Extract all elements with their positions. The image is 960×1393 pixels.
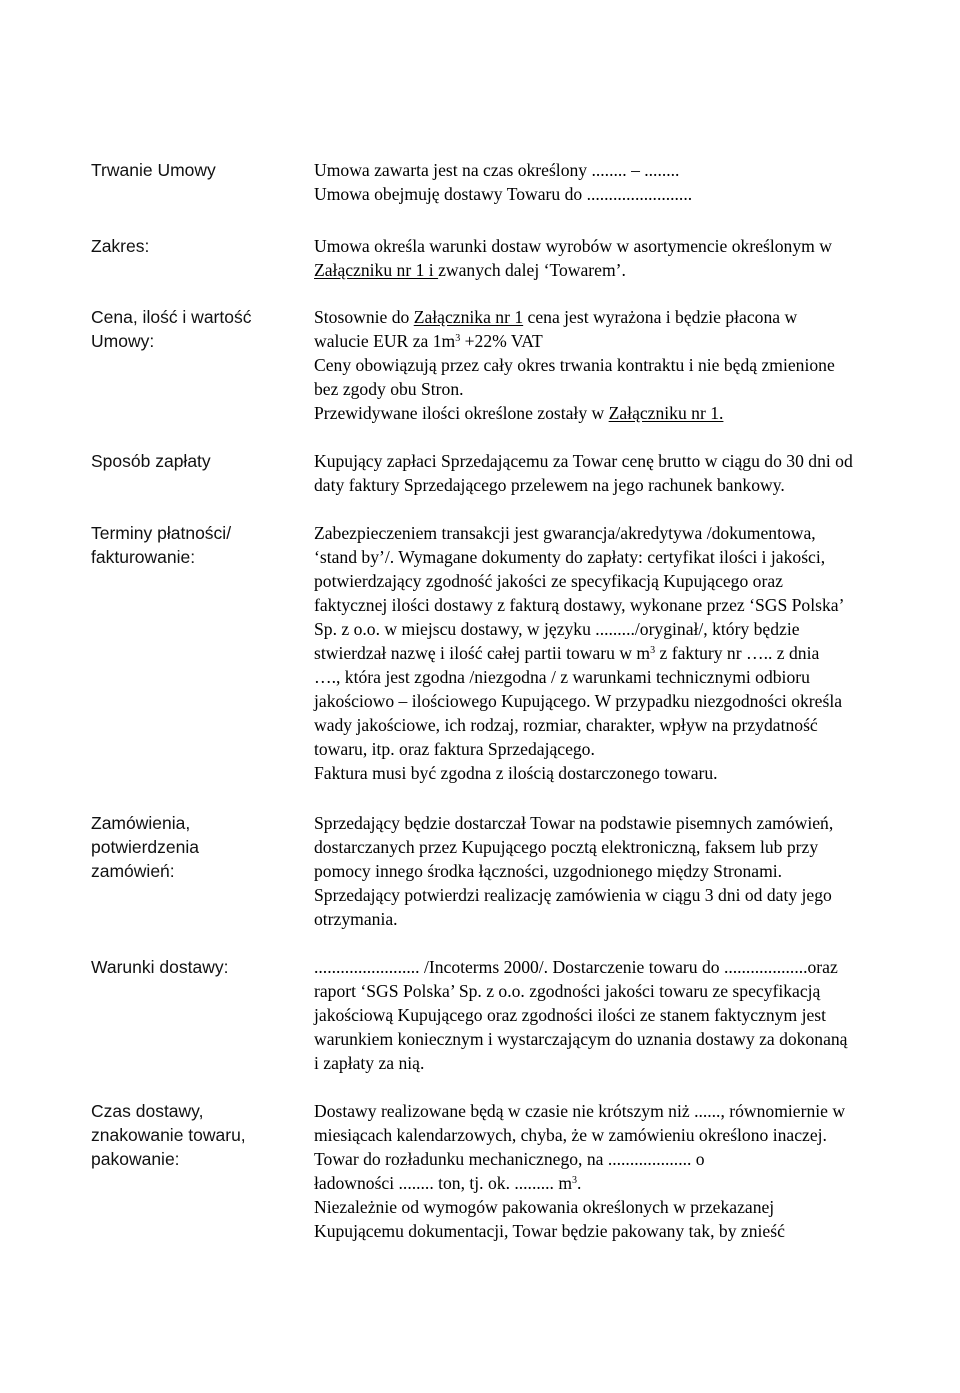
- text-line: warunkiem koniecznym i wystarczającym do uznania dostawy za dokonaną: [314, 1029, 848, 1049]
- label-line: Czas dostawy,: [91, 1101, 204, 1121]
- text-line: Dostawy realizowane będą w czasie nie krótszym niż ......, równomiernie w: [314, 1101, 846, 1121]
- text-line: potwierdzający zgodność jakości ze specyfikacją Kupującego oraz: [314, 571, 783, 591]
- text-span: Stosownie do: [314, 307, 414, 327]
- section-label: [91, 158, 301, 182]
- text-line: Kupującemu dokumentacji, Towar będzie pakowany tak, by znieść: [314, 1221, 785, 1241]
- text-line: raport ‘SGS Polska’ Sp. z o.o. zgodności jakości towaru ze specyfikacją: [314, 981, 821, 1001]
- text-span: walucie EUR za 1m: [314, 331, 456, 351]
- text-span: ładowności ........ ton, tj. ok. ......... m: [314, 1173, 573, 1193]
- section-text: [314, 955, 960, 1075]
- text-span: cena jest wyrażona i będzie płacona w: [523, 307, 798, 327]
- text-line: towaru, itp. oraz faktura Sprzedającego.: [314, 739, 595, 759]
- label-line: znakowanie towaru,: [91, 1125, 246, 1145]
- text-line: Sprzedający będzie dostarczał Towar na podstawie pisemnych zamówień,: [314, 813, 834, 833]
- label-line: fakturowanie:: [91, 547, 196, 567]
- text-line: Umowa zawarta jest na czas określony ........ – ........: [314, 160, 680, 180]
- text-span: .: [577, 1173, 582, 1193]
- underlined-reference: Załączniku nr 1 i: [314, 260, 439, 280]
- text-line: dostarczanych przez Kupującego pocztą elektroniczną, faksem lub przy: [314, 837, 819, 857]
- text-line: [314, 305, 960, 329]
- text-line: Niezależnie od wymogów pakowania określonych w przekazanej: [314, 1197, 775, 1217]
- text-line: Zabezpieczeniem transakcji jest gwarancja/akredytywa /dokumentowa,: [314, 523, 816, 543]
- text-line: wady jakościowe, ich rodzaj, rozmiar, charakter, wpływ na przydatność: [314, 715, 818, 735]
- text-line: jakościowo – ilościowego Kupującego. W przypadku niezgodności określa: [314, 691, 843, 711]
- text-span: +22% VAT: [460, 331, 543, 351]
- section-label: [91, 449, 301, 473]
- section-text: [314, 158, 960, 206]
- underlined-reference: Załącznika nr 1: [413, 307, 524, 327]
- label-line: Trwanie Umowy: [91, 160, 216, 180]
- text-line: [314, 401, 960, 425]
- section-label: [91, 521, 301, 569]
- superscript: 3: [455, 333, 461, 344]
- label-line: Cena, ilość i wartość: [91, 307, 252, 327]
- text-line: [314, 329, 960, 353]
- label-line: zamówień:: [91, 861, 175, 881]
- text-line: Ceny obowiązują przez cały okres trwania kontraktu i nie będą zmienione: [314, 355, 835, 375]
- text-line: Towar do rozładunku mechanicznego, na ................... o: [314, 1149, 705, 1169]
- section-label: [91, 234, 301, 258]
- section-label: [91, 811, 301, 883]
- label-line: Zamówienia,: [91, 813, 191, 833]
- text-line: Umowa obejmuję dostawy Towaru do ........................: [314, 184, 693, 204]
- underlined-reference: Załączniku nr 1.: [608, 403, 724, 423]
- text-line: jakościową Kupującego oraz zgodności ilości ze stanem faktycznym jest: [314, 1005, 826, 1025]
- text-span: z faktury nr ….. z dnia: [655, 643, 820, 663]
- text-line: miesiącach kalendarzowych, chyba, że w zamówieniu określono inaczej.: [314, 1125, 827, 1145]
- label-line: pakowanie:: [91, 1149, 180, 1169]
- text-line: Faktura musi być zgodna z ilością dostarczonego towaru.: [314, 763, 718, 783]
- text-line: Sprzedający potwierdzi realizację zamówienia w ciągu 3 dni od daty jego: [314, 885, 832, 905]
- text-span: zwanych dalej ‘Towarem’.: [438, 260, 626, 280]
- text-line: bez zgody obu Stron.: [314, 379, 464, 399]
- text-line: [314, 258, 960, 282]
- superscript: 3: [650, 645, 656, 656]
- text-line: Umowa określa warunki dostaw wyrobów w asortymencie określonym w: [314, 236, 832, 256]
- text-line: faktycznej ilości dostawy z fakturą dostawy, wykonane przez ‘SGS Polska’: [314, 595, 845, 615]
- section-text: [314, 449, 960, 497]
- label-line: potwierdzenia: [91, 837, 199, 857]
- label-line: Umowy:: [91, 331, 155, 351]
- section-text: [314, 305, 960, 425]
- text-span: Przewidywane ilości określone zostały w: [314, 403, 609, 423]
- text-line: [314, 641, 960, 665]
- text-line: otrzymania.: [314, 909, 398, 929]
- text-span: stwierdzał nazwę i ilość całej partii towaru w m: [314, 643, 651, 663]
- label-line: Zakres:: [91, 236, 150, 256]
- label-line: Terminy płatności/: [91, 523, 232, 543]
- superscript: 3: [572, 1175, 578, 1186]
- text-line: Kupujący zapłaci Sprzedającemu za Towar cenę brutto w ciągu do 30 dni od: [314, 451, 853, 471]
- section-text: [314, 1099, 960, 1243]
- text-line: pomocy innego środka łączności, uzgodnionego między Stronami.: [314, 861, 783, 881]
- section-label: [91, 305, 301, 353]
- label-line: Warunki dostawy:: [91, 957, 229, 977]
- section-text: [314, 234, 960, 282]
- section-label: [91, 1099, 301, 1171]
- text-line: daty faktury Sprzedającego przelewem na jego rachunek bankowy.: [314, 475, 785, 495]
- section-text: [314, 811, 960, 931]
- text-line: ‘stand by’/. Wymagane dokumenty do zapłaty: certyfikat ilości i jakości,: [314, 547, 826, 567]
- label-line: Sposób zapłaty: [91, 451, 211, 471]
- section-text: [314, 521, 960, 785]
- text-line: i zapłaty za nią.: [314, 1053, 425, 1073]
- text-line: …., która jest zgodna /niezgodna / z warunkami technicznymi odbioru: [314, 667, 810, 687]
- text-line: [314, 1171, 960, 1195]
- text-line: Sp. z o.o. w miejscu dostawy, w języku ........./oryginał/, który będzie: [314, 619, 800, 639]
- section-label: [91, 955, 301, 979]
- text-line: ........................ /Incoterms 2000/. Dostarczenie towaru do ...................oraz: [314, 957, 838, 977]
